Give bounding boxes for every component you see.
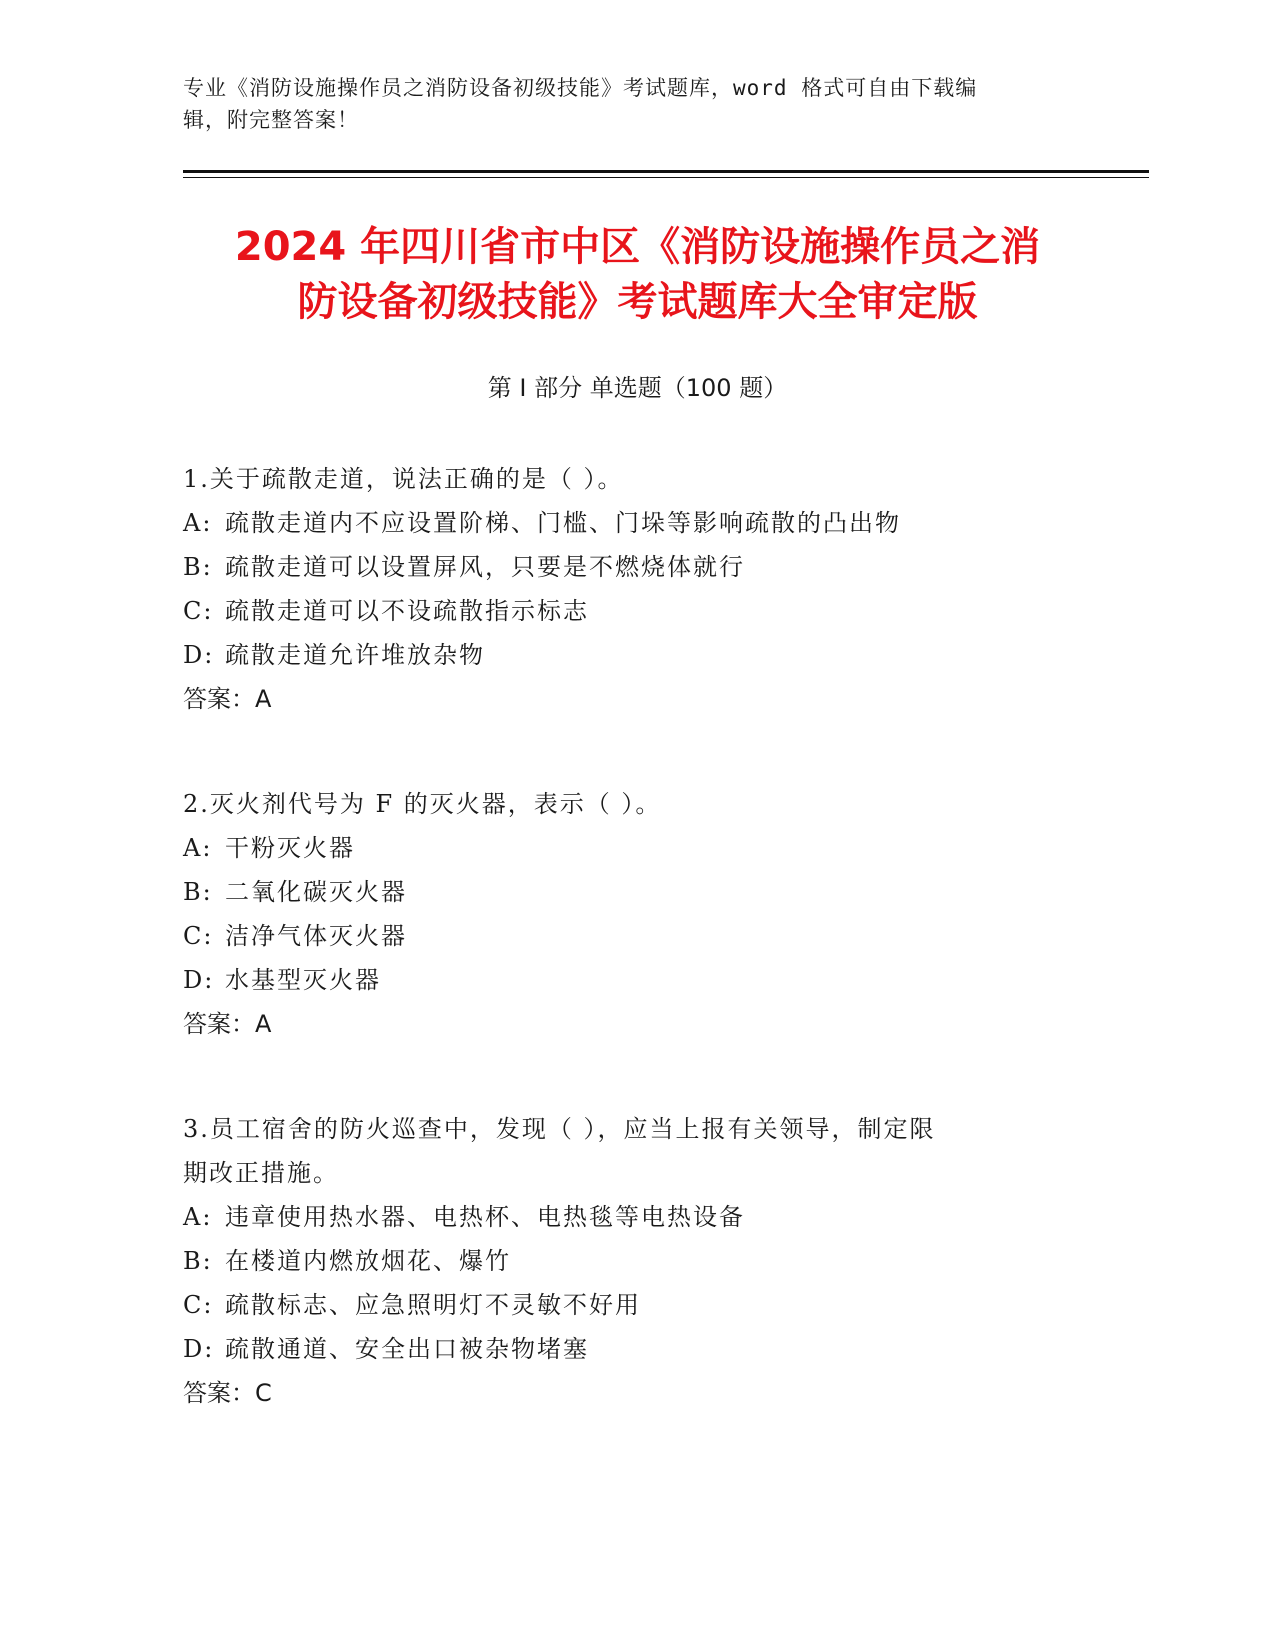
document-title [170,220,1105,330]
option-text: 疏散走道可以不设疏散指示标志 [225,597,589,625]
question-2 [183,782,1063,1046]
option-d [183,633,1063,677]
option-label: C: [183,1291,214,1319]
option-label: B: [183,553,213,581]
question-stem: 2.灭火剂代号为 F 的灭火器，表示（ ）。 [183,790,662,818]
answer: 答案：C [183,1379,272,1407]
option-c [183,1283,1063,1327]
option-text: 疏散走道允许堆放杂物 [225,641,485,669]
option-text: 二氧化碳灭火器 [225,878,407,906]
header-note-line-1: 专业《消防设施操作员之消防设备初级技能》考试题库，word 格式可自由下载编 [183,76,978,100]
header-divider-thick [183,170,1149,173]
header-note-line-2: 辑，附完整答案！ [183,108,359,132]
question-1 [183,457,1063,721]
option-c [183,589,1063,633]
option-label: A: [183,834,213,862]
question-list [183,457,1063,1476]
option-text: 疏散走道可以设置屏风，只要是不燃烧体就行 [225,553,745,581]
option-text: 疏散通道、安全出口被杂物堵塞 [225,1335,589,1363]
question-3 [183,1107,1063,1415]
option-label: B: [183,878,213,906]
option-b [183,545,1063,589]
option-b [183,1239,1063,1283]
option-text: 在楼道内燃放烟花、爆竹 [225,1247,511,1275]
option-label: C: [183,597,214,625]
document-title-line-2: 防设备初级技能》考试题库大全审定版 [297,279,978,325]
option-label: A: [183,509,213,537]
option-label: D: [183,641,215,669]
option-text: 干粉灭火器 [225,834,355,862]
option-d [183,958,1063,1002]
option-d [183,1327,1063,1371]
option-text: 疏散标志、应急照明灯不灵敏不好用 [225,1291,641,1319]
answer: 答案：A [183,685,272,713]
header-divider-thin [183,177,1149,178]
option-text: 水基型灭火器 [225,966,381,994]
option-text: 洁净气体灭火器 [225,922,407,950]
option-label: D: [183,966,215,994]
option-label: C: [183,922,214,950]
section-heading: 第 I 部分 单选题（100 题） [487,374,788,402]
option-c [183,914,1063,958]
option-label: D: [183,1335,215,1363]
question-stem: 3.员工宿舍的防火巡查中，发现（ ），应当上报有关领导，制定限 [183,1115,936,1143]
option-label: A: [183,1203,213,1231]
answer: 答案：A [183,1010,272,1038]
header-note [183,72,1063,136]
document-title-line-1: 2024 年四川省市中区《消防设施操作员之消 [234,224,1041,270]
option-b [183,870,1063,914]
option-a [183,1195,1063,1239]
option-a [183,501,1063,545]
option-text: 疏散走道内不应设置阶梯、门槛、门垛等影响疏散的凸出物 [225,509,901,537]
option-a [183,826,1063,870]
question-stem-continued: 期改正措施。 [183,1159,339,1187]
option-label: B: [183,1247,213,1275]
question-stem: 1.关于疏散走道，说法正确的是（ ）。 [183,465,624,493]
option-text: 违章使用热水器、电热杯、电热毯等电热设备 [225,1203,745,1231]
